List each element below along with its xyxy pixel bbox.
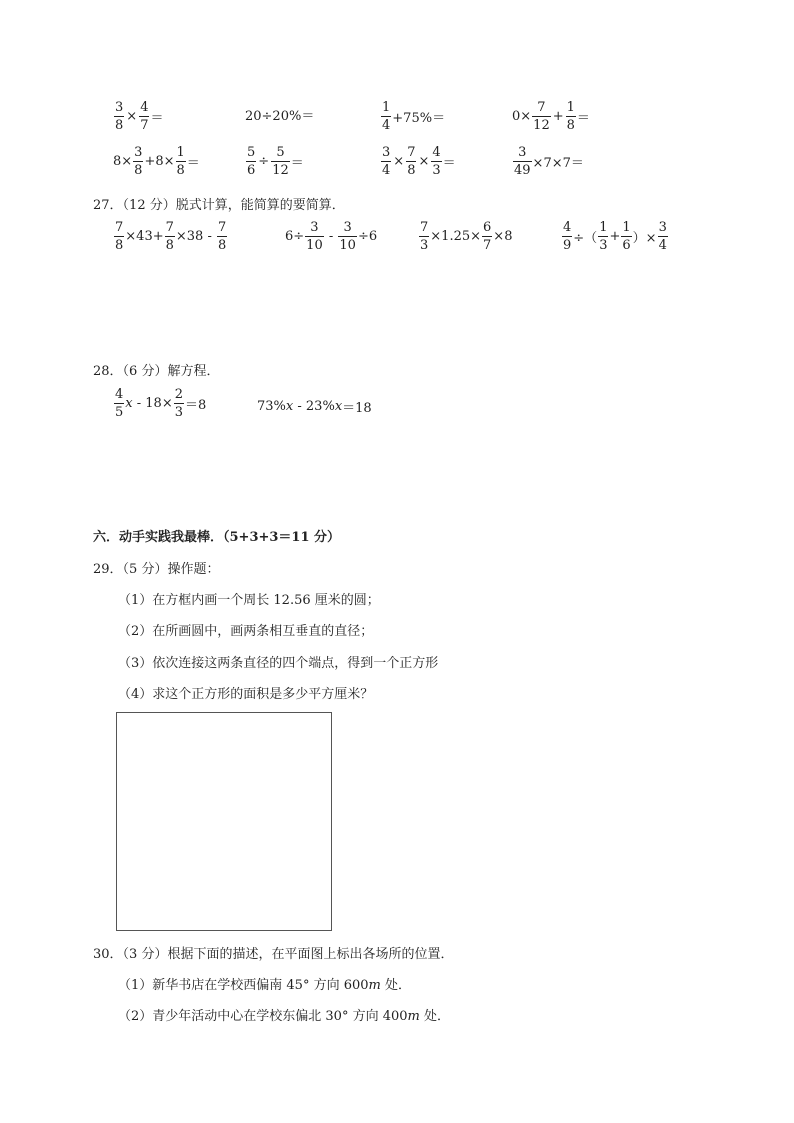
expr-suffix: ＝8	[185, 398, 207, 413]
unit: m	[368, 978, 381, 993]
expr-middle: ×38 -	[175, 229, 216, 244]
equals: ＝	[290, 156, 304, 171]
fraction	[431, 146, 441, 177]
expr-prefix: 6÷	[285, 229, 305, 244]
denominator: 4	[382, 163, 391, 178]
numerator: 3	[310, 220, 319, 235]
denominator: 8	[115, 238, 124, 253]
numerator: 7	[420, 220, 429, 235]
oral-expr-8	[512, 146, 584, 177]
numerator: 7	[115, 220, 124, 235]
fraction	[381, 101, 391, 132]
numerator: 3	[518, 145, 527, 160]
denominator: 5	[115, 405, 124, 420]
q29-item-2: （2）在所画圆中，画两条相互垂直的直径；	[118, 624, 374, 639]
fraction	[598, 221, 608, 252]
item-text: （1）新华书店在学校西偏南 45° 方向 600	[118, 978, 369, 993]
q30-item-2	[118, 1005, 450, 1024]
expr-middle: -	[324, 229, 338, 244]
q28-equation-1	[113, 388, 206, 419]
denominator: 3	[420, 238, 429, 253]
fraction	[658, 221, 668, 252]
numerator: 1	[566, 100, 575, 115]
operator: ×	[126, 109, 138, 124]
question-27-title: 27．（12 分）脱式计算，能简算的要简算．	[93, 198, 345, 213]
denominator: 3	[432, 163, 441, 178]
oral-expr-2: 20÷20%＝	[245, 109, 315, 124]
fraction	[406, 146, 416, 177]
numerator: 3	[343, 220, 352, 235]
denominator: 7	[140, 118, 149, 133]
numerator: 4	[432, 145, 441, 160]
fraction	[133, 146, 143, 177]
operator: ×	[393, 154, 405, 169]
q29-item-4: （4）求这个正方形的面积是多少平方厘米？	[118, 687, 374, 702]
q27-expr-2	[285, 221, 377, 252]
q27-expr-4	[561, 221, 669, 252]
denominator: 8	[165, 238, 174, 253]
denominator: 8	[134, 163, 143, 178]
fraction	[482, 221, 492, 252]
oral-expr-1	[113, 101, 163, 132]
denominator: 7	[483, 238, 492, 253]
expr-middle: +8×	[144, 154, 175, 169]
fraction	[114, 221, 124, 252]
numerator: 3	[382, 145, 391, 160]
numerator: 7	[537, 100, 546, 115]
denominator: 8	[566, 118, 575, 133]
oral-expr-6	[245, 146, 304, 177]
q30-item-1	[118, 974, 411, 993]
fraction	[621, 221, 631, 252]
denominator: 9	[563, 238, 572, 253]
numerator: 3	[134, 145, 143, 160]
equals: ＝	[150, 111, 164, 126]
fraction	[562, 221, 572, 252]
expr-suffix: ×8	[493, 229, 513, 244]
expr-part: - 23%	[293, 399, 335, 414]
q28-equation-2	[257, 397, 372, 416]
operator: +	[609, 229, 621, 244]
equals: ＝	[186, 156, 200, 171]
fraction	[165, 221, 175, 252]
denominator: 10	[339, 238, 356, 253]
numerator: 1	[622, 220, 631, 235]
denominator: 49	[514, 163, 531, 178]
q29-item-3: （3）依次连接这两条直径的四个端点，得到一个正方形	[118, 656, 439, 671]
fraction	[566, 101, 576, 132]
denominator: 12	[272, 163, 289, 178]
unit: m	[407, 1009, 420, 1024]
denominator: 8	[407, 163, 416, 178]
expr-middle: ÷（	[573, 231, 598, 246]
fraction	[217, 221, 227, 252]
question-28-title: 28．（6 分）解方程．	[93, 364, 220, 379]
equals: ＝	[576, 111, 590, 126]
denominator: 4	[658, 238, 667, 253]
denominator: 8	[176, 163, 185, 178]
denominator: 10	[306, 238, 323, 253]
denominator: 3	[174, 405, 183, 420]
equals: ＝	[442, 156, 456, 171]
fraction	[176, 146, 186, 177]
fraction	[338, 221, 357, 252]
expr-part: 73%	[257, 399, 286, 414]
oral-expr-5	[113, 146, 200, 177]
drawing-box[interactable]	[116, 712, 332, 931]
denominator: 4	[382, 118, 391, 133]
expr-middle: ）×	[632, 231, 657, 246]
fraction	[419, 221, 429, 252]
denominator: 8	[217, 238, 227, 253]
fraction	[174, 388, 184, 419]
fraction	[532, 101, 551, 132]
denominator: 6	[247, 163, 256, 178]
fraction	[271, 146, 290, 177]
expr-prefix: 0×	[512, 109, 532, 124]
q27-expr-3	[418, 221, 512, 252]
numerator: 7	[165, 220, 174, 235]
numerator: 3	[115, 100, 124, 115]
numerator: 1	[382, 100, 391, 115]
denominator: 8	[115, 118, 124, 133]
numerator: 7	[407, 145, 416, 160]
numerator: 5	[276, 145, 285, 160]
expr-suffix: ÷6	[357, 229, 378, 244]
operator: +	[552, 109, 564, 124]
fraction	[246, 146, 256, 177]
numerator: 5	[247, 145, 256, 160]
q27-expr-1	[113, 221, 228, 252]
oral-expr-7	[380, 146, 456, 177]
numerator: 3	[658, 220, 667, 235]
fraction	[305, 221, 324, 252]
item-text: （2）青少年活动中心在学校东偏北 30° 方向 400	[118, 1009, 408, 1024]
variable: x	[125, 396, 133, 411]
expr-prefix: 8×	[113, 154, 133, 169]
fraction	[139, 101, 149, 132]
numerator: 4	[140, 100, 149, 115]
oral-expr-4	[512, 101, 590, 132]
item-text: 处．	[419, 1009, 450, 1024]
numerator: 1	[599, 220, 608, 235]
denominator: 6	[622, 238, 631, 253]
q29-item-1: （1）在方框内画一个周长 12.56 厘米的圆；	[118, 593, 380, 608]
fraction	[513, 146, 532, 177]
denominator: 3	[599, 238, 608, 253]
fraction	[114, 388, 124, 419]
question-30-title: 30．（3 分）根据下面的描述，在平面图上标出各场所的位置．	[93, 947, 454, 962]
fraction	[381, 146, 391, 177]
numerator: 7	[217, 220, 227, 235]
expr-rest: ×7×7＝	[532, 156, 584, 171]
numerator: 1	[176, 145, 185, 160]
expr-middle: ×1.25×	[430, 229, 482, 244]
item-text: 处．	[380, 978, 411, 993]
question-29-title: 29．（5 分）操作题：	[93, 562, 220, 577]
numerator: 4	[115, 387, 124, 402]
expr-part: ＝18	[342, 401, 372, 416]
fraction	[114, 101, 124, 132]
operator: ÷	[258, 154, 270, 169]
variable: x	[285, 399, 294, 414]
numerator: 2	[174, 387, 183, 402]
numerator: 4	[563, 220, 572, 235]
expr-rest: +75%＝	[392, 111, 446, 126]
expr-middle: - 18×	[132, 396, 173, 411]
numerator: 6	[483, 220, 492, 235]
operator: ×	[418, 154, 430, 169]
expr-middle: ×43+	[125, 229, 164, 244]
section-6-title: 六．动手实践我最棒．（5+3+3＝11 分）	[93, 530, 341, 545]
oral-expr-3	[380, 101, 445, 132]
denominator: 12	[533, 118, 550, 133]
variable: x	[334, 399, 343, 414]
